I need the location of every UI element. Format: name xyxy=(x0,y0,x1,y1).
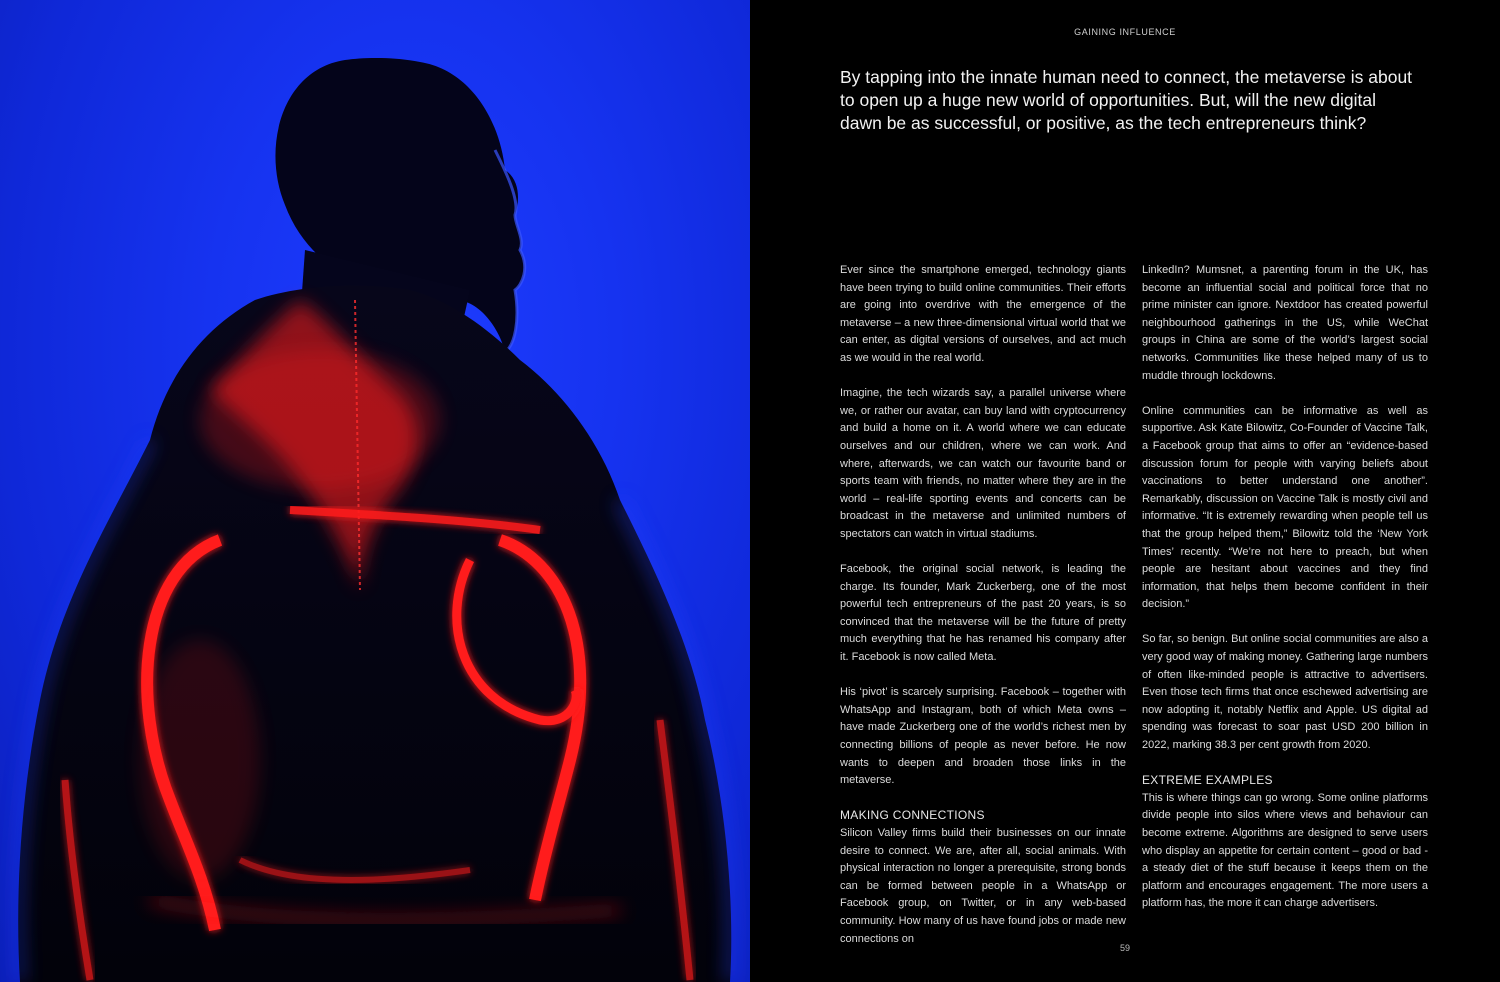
text-column-right xyxy=(1142,262,1428,931)
standfirst: By tapping into the innate human need to connect, the metaverse is about to open up a huge new world of opportunities. But, will the new digital dawn be as successful, or positive, as the tech entrepreneurs think? xyxy=(840,67,1413,133)
page-number: 59 xyxy=(1119,943,1130,953)
paragraph: Ever since the smartphone emerged, technology giants have been trying to build online communities. Their efforts are going into overdrive with the emergence of the metaverse – a new three-dimensional virtual world that we can enter, as digital versions of ourselves, and act much as we would in the real world. xyxy=(840,264,1126,364)
paragraph: This is where things can go wrong. Some online platforms divide people into silos where views and behaviour can become extreme. Algorithms are designed to serve users who display an appetite for certain content – good or bad - a steady diet of the stuff because it keeps them on the platform and encourages engagement. The more users a platform has, the more it can charge advertisers. xyxy=(1142,791,1428,910)
text-column-left xyxy=(840,262,1126,966)
paragraph: LinkedIn? Mumsnet, a parenting forum in the UK, has become an influential social and political force that no prime minister can ignore. Nextdoor has created powerful neighbourhood gatherings in the US, while WeChat groups in China are some of the world’s largest social networks. Communities like these helped many of us to muddle through lockdowns. xyxy=(1142,264,1428,382)
paragraph: Imagine, the tech wizards say, a parallel universe where we, or rather our avatar, can buy land with cryptocurrency and build a home on it. A world where we can educate ourselves and our children, where we can work. And where, afterwards, we can watch our favourite band or sports team with friends, no matter where they are in the world – real-life sporting events and concerts can be broadcast in the metaverse and unlimited numbers of spectators can watch in virtual stadiums. xyxy=(840,387,1126,540)
paragraph: Facebook, the original social network, is leading the charge. Its founder, Mark Zuckerberg, one of the most powerful tech entrepreneurs of the past 20 years, is so convinced that the metaverse will be the future of pretty much everything that he has renamed his company after it. Facebook is now called Meta. xyxy=(840,563,1126,664)
paragraph: So far, so benign. But online social communities are also a very good way of making money. Gathering large numbers of often like-minded people is attractive to advertisers. Even those tech firms that once eschewed advertising are now adopting it, notably Netflix and Apple. US digital ad spending was forecast to soar past USD 200 billion in 2022, marking 38.3 per cent growth from 2020. xyxy=(1142,633,1428,752)
section-heading: EXTREME EXAMPLES xyxy=(1142,773,1273,788)
section-heading: MAKING CONNECTIONS xyxy=(840,808,985,823)
article-page xyxy=(750,0,1500,982)
paragraph: His ‘pivot’ is scarcely surprising. Facebook – together with WhatsApp and Instagram, both of which Meta owns – have made Zuckerberg one of the world’s richest men by connecting billions of people as never before. He now wants to deepen and broaden those links in the metaverse. xyxy=(840,686,1126,787)
paragraph: Silicon Valley firms build their businesses on our innate desire to connect. We are, after all, social animals. With physical interaction no longer a prerequisite, strong bonds can be formed between people in a WhatsApp or Facebook group, on Twitter, or in any web-based community. How many of us have found jobs or made new connections on xyxy=(840,827,1126,945)
running-head: GAINING INFLUENCE xyxy=(1074,27,1176,37)
paragraph: Online communities can be informative as well as supportive. Ask Kate Bilowitz, Co-Founder of Vaccine Talk, a Facebook group that aims to offer an “evidence-based discussion forum for people with varying beliefs about vaccinations to better understand one another”. Remarkably, discussion on Vaccine Talk is mostly civil and informative. “It is extremely rewarding when people tell us that the group helped them,” Bilowitz told the ‘New York Times’ recently. “We’re not here to preach, but when people are hesitant about vaccines and they find information, that helps them become confident in their decision.” xyxy=(1142,404,1428,611)
